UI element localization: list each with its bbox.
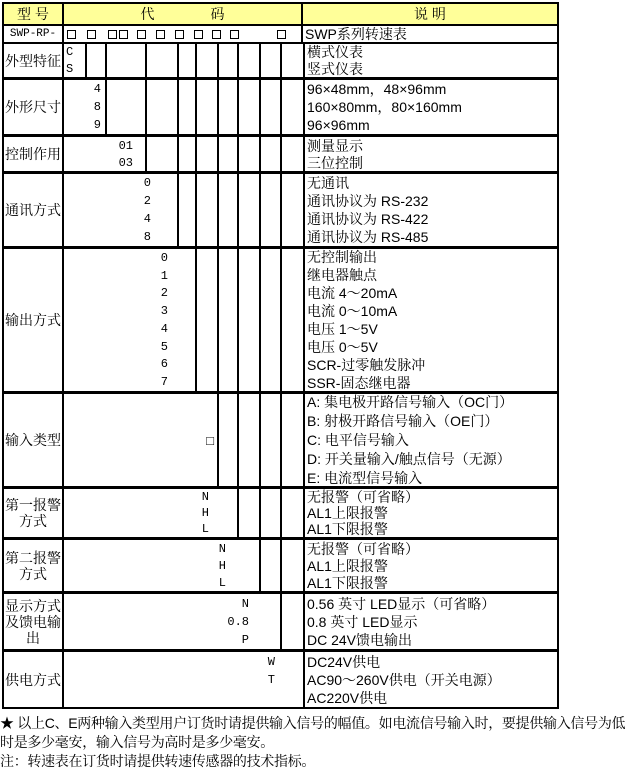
desc-cell: 无报警（可省略） AL1上限报警 AL1下限报警	[307, 489, 419, 537]
code-grid-cell	[237, 80, 259, 134]
code-value: 0	[160, 250, 168, 265]
row-label: 外型特征	[4, 44, 64, 77]
code-grid-cell	[177, 137, 195, 171]
code-grid-cell	[237, 489, 259, 537]
code-grid-cell	[259, 394, 280, 486]
code-box	[119, 30, 128, 39]
code-value: 7	[160, 375, 168, 390]
code-grid-cell	[259, 44, 280, 77]
row-label: 外形尺寸	[4, 80, 64, 134]
table-header-row	[4, 4, 557, 26]
code-box	[175, 30, 184, 39]
code-grid-cell	[145, 137, 177, 171]
table-row	[4, 394, 557, 489]
code-value: S	[66, 61, 74, 76]
code-value: 8	[93, 100, 101, 114]
code-value: L	[218, 575, 226, 590]
code-grid-cell	[259, 80, 280, 134]
model-prefix: SWP-RP-	[4, 26, 64, 42]
table-row	[4, 540, 557, 594]
code-grid-cell	[259, 174, 280, 246]
code-cells	[64, 174, 305, 246]
code-grid-cell	[280, 489, 303, 537]
row-label: 供电方式	[4, 652, 64, 707]
code-value: P	[241, 632, 249, 647]
code-grid-cell	[237, 394, 259, 486]
code-grid-cell	[259, 249, 280, 391]
row-label: 显示方式 及馈电输 出	[4, 594, 64, 649]
code-value: T	[267, 672, 275, 687]
code-grid-cell	[217, 137, 237, 171]
desc-cell: 测量显示 三位控制	[307, 137, 363, 171]
code-value: W	[267, 654, 275, 669]
code-grid-cell	[280, 80, 303, 134]
code-box	[87, 30, 96, 39]
code-cells	[64, 594, 305, 649]
code-box	[212, 30, 221, 39]
code-grid-cell	[105, 44, 145, 77]
code-grid-cell	[237, 137, 259, 171]
desc-cell: A: 集电极开路信号输入（OC门） B: 射极开路信号输入（OE门） C: 电平信号输入 D: 开关量输入/触点信号（无源） E: 电流型信号输入	[307, 394, 514, 486]
table-row	[4, 80, 557, 137]
desc-cell: 无控制输出 继电器触点 电流 4～20mA 电流 0～10mA 电压 1～5V 电压 0～5V SCR-过零触发脉冲 SSR-固态继电器	[307, 249, 426, 391]
row-label: 第二报警 方式	[4, 540, 64, 591]
code-grid-cell	[177, 174, 195, 246]
code-grid-cell	[85, 44, 105, 77]
spec-sheet	[0, 2, 629, 781]
code-cells	[64, 249, 305, 391]
code-value: 5	[160, 339, 168, 354]
code-value: 01	[118, 138, 133, 153]
code-box	[137, 30, 146, 39]
table-row	[4, 489, 557, 540]
code-grid-cell	[259, 489, 280, 537]
code-grid-cell	[177, 80, 195, 134]
code-value: 6	[160, 357, 168, 372]
code-box	[67, 30, 76, 39]
row-label: 输出方式	[4, 249, 64, 391]
code-grid-cell	[145, 80, 177, 134]
code-value: 4	[160, 321, 168, 336]
code-value: H	[201, 506, 209, 520]
code-grid-cell	[105, 80, 145, 134]
code-cells	[64, 540, 305, 591]
code-value: C	[66, 45, 74, 60]
code-value: 4	[93, 82, 101, 96]
row-label: 通讯方式	[4, 174, 64, 246]
row-label: 控制作用	[4, 137, 64, 171]
code-grid-cell	[280, 594, 303, 649]
code-grid-cell	[217, 394, 237, 486]
code-grid-cell	[280, 249, 303, 391]
code-cells	[64, 489, 305, 537]
code-value: N	[201, 490, 209, 504]
code-box	[230, 30, 239, 39]
header-model: 型 号	[4, 4, 64, 24]
desc-cell: 0.56 英寸 LED显示（可省略） 0.8 英寸 LED显示 DC 24V馈电输出	[307, 595, 496, 648]
table-row	[4, 174, 557, 249]
code-grid-cell	[217, 249, 237, 391]
table-row	[4, 652, 557, 707]
code-value: L	[201, 522, 209, 536]
code-grid-cell	[145, 44, 177, 77]
code-value: H	[218, 558, 226, 573]
code-cells	[64, 44, 305, 77]
desc-cell: 无通讯 通讯协议为 RS-232 通讯协议为 RS-422 通讯协议为 RS-485	[307, 175, 429, 245]
code-grid-cell	[280, 394, 303, 486]
code-grid-cell	[177, 44, 195, 77]
code-grid-cell	[237, 249, 259, 391]
code-grid-cell	[280, 540, 303, 591]
code-grid-cell	[195, 174, 217, 246]
row-label: 第一报警 方式	[4, 489, 64, 537]
code-value: 2	[143, 194, 151, 208]
code-grid-cell	[259, 540, 280, 591]
row-label: 输入类型	[4, 394, 64, 486]
input-type-code-box: □	[206, 432, 214, 448]
code-grid-cell	[280, 44, 303, 77]
table-row	[4, 137, 557, 174]
code-grid-cell	[195, 44, 217, 77]
code-grid-cell	[259, 137, 280, 171]
code-box	[277, 30, 286, 39]
table-row	[4, 249, 557, 394]
code-value: 8	[143, 230, 151, 244]
code-cells	[64, 137, 305, 171]
model-code-table	[2, 2, 559, 709]
code-box	[156, 30, 165, 39]
code-value: 03	[118, 155, 133, 170]
code-box-strip	[64, 26, 303, 42]
code-grid-cell	[217, 44, 237, 77]
code-grid-cell	[237, 44, 259, 77]
code-value: N	[218, 541, 226, 556]
code-value: 9	[93, 118, 101, 132]
footnotes	[0, 714, 629, 771]
code-value: N	[241, 596, 249, 611]
footnote-note: 注：转速表在订货时请提供转速传感器的技术指标。	[0, 753, 316, 769]
code-value: 1	[160, 268, 168, 283]
footnote-star: ★ 以上C、E两种输入类型用户订货时请提供输入信号的幅值。如电流信号输入时，要提供输入信号为低时是多少毫安，输入信号为高时是多少毫安。	[0, 715, 626, 750]
code-grid-cell	[195, 137, 217, 171]
code-grid-cell	[217, 80, 237, 134]
code-value: 0.8	[227, 614, 249, 629]
code-grid-cell	[280, 174, 303, 246]
code-box	[194, 30, 203, 39]
desc-cell: 96×48mm，48×96mm 160×80mm，80×160mm 96×96mm	[307, 81, 462, 133]
model-series-description: SWP系列转速表	[305, 26, 407, 42]
code-cells	[64, 652, 305, 707]
desc-cell: 无报警（可省略） AL1上限报警 AL1下限报警	[307, 540, 419, 591]
desc-cell: 横式仪表 竖式仪表	[307, 44, 363, 77]
code-grid-cell	[195, 249, 217, 391]
code-value: 2	[160, 286, 168, 301]
code-grid-cell	[195, 80, 217, 134]
header-code: 代 码	[64, 4, 303, 24]
table-row	[4, 594, 557, 652]
code-cells	[64, 394, 305, 486]
header-description: 说 明	[414, 6, 446, 22]
code-value: 0	[143, 176, 151, 190]
code-grid-cell	[280, 137, 303, 171]
code-value: 3	[160, 304, 168, 319]
code-grid-cell	[237, 174, 259, 246]
desc-cell: DC24V供电 AC90～260V供电（开关电源） AC220V供电	[307, 653, 501, 706]
code-box	[108, 30, 117, 39]
table-row	[4, 44, 557, 80]
model-number-row	[4, 26, 557, 44]
code-value: 4	[143, 212, 151, 226]
code-grid-cell	[217, 174, 237, 246]
code-cells	[64, 80, 305, 134]
